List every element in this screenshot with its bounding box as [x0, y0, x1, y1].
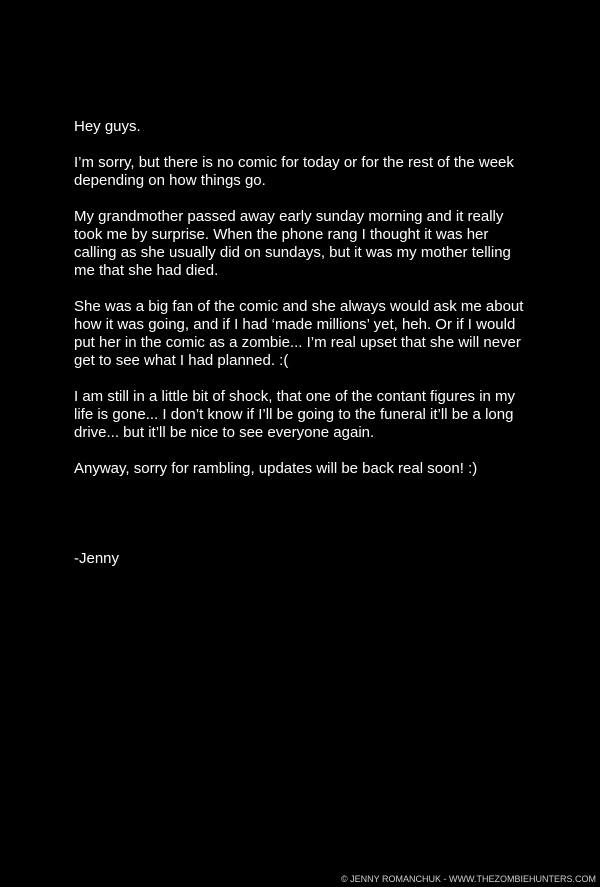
text-line: drive... but it’ll be nice to see everyone again. [74, 424, 375, 441]
greeting-line: Hey guys. [74, 118, 141, 135]
paragraph-grandmother [74, 208, 534, 280]
text-line: how it was going, and if I had ‘made millions’ yet, heh. Or if I would [74, 316, 516, 333]
text-line: calling as she usually did on sundays, but it was my mother telling [74, 244, 511, 261]
paragraph-fan-of-comic [74, 298, 534, 370]
text-line: I am still in a little bit of shock, that one of the contant figures in my [74, 388, 516, 405]
signature: -Jenny [74, 550, 120, 567]
text-line: get to see what I had planned. :( [74, 352, 289, 369]
paragraph-no-comic [74, 154, 534, 190]
text-line: took me by surprise. When the phone rang I thought it was her [74, 226, 489, 243]
paragraph-closing [74, 460, 534, 478]
text-line: depending on how things go. [74, 172, 266, 189]
text-line: put her in the comic as a zombie... I’m real upset that she will never [74, 334, 521, 351]
text-line: My grandmother passed away early sunday morning and it really [74, 208, 504, 225]
paragraph-shock [74, 388, 534, 442]
copyright-footer: © JENNY ROMANCHUK - WWW.THEZOMBIEHUNTERS.COM [341, 874, 596, 884]
text-line: life is gone... I don’t know if I’ll be going to the funeral it’ll be a long [74, 406, 514, 423]
text-line: I’m sorry, but there is no comic for today or for the rest of the week [74, 154, 514, 171]
text-line: Anyway, sorry for rambling, updates will be back real soon! :) [74, 460, 478, 477]
letter-body [74, 118, 534, 496]
text-line: me that she had died. [74, 262, 219, 279]
text-line: She was a big fan of the comic and she always would ask me about [74, 298, 524, 315]
greeting [74, 118, 534, 136]
